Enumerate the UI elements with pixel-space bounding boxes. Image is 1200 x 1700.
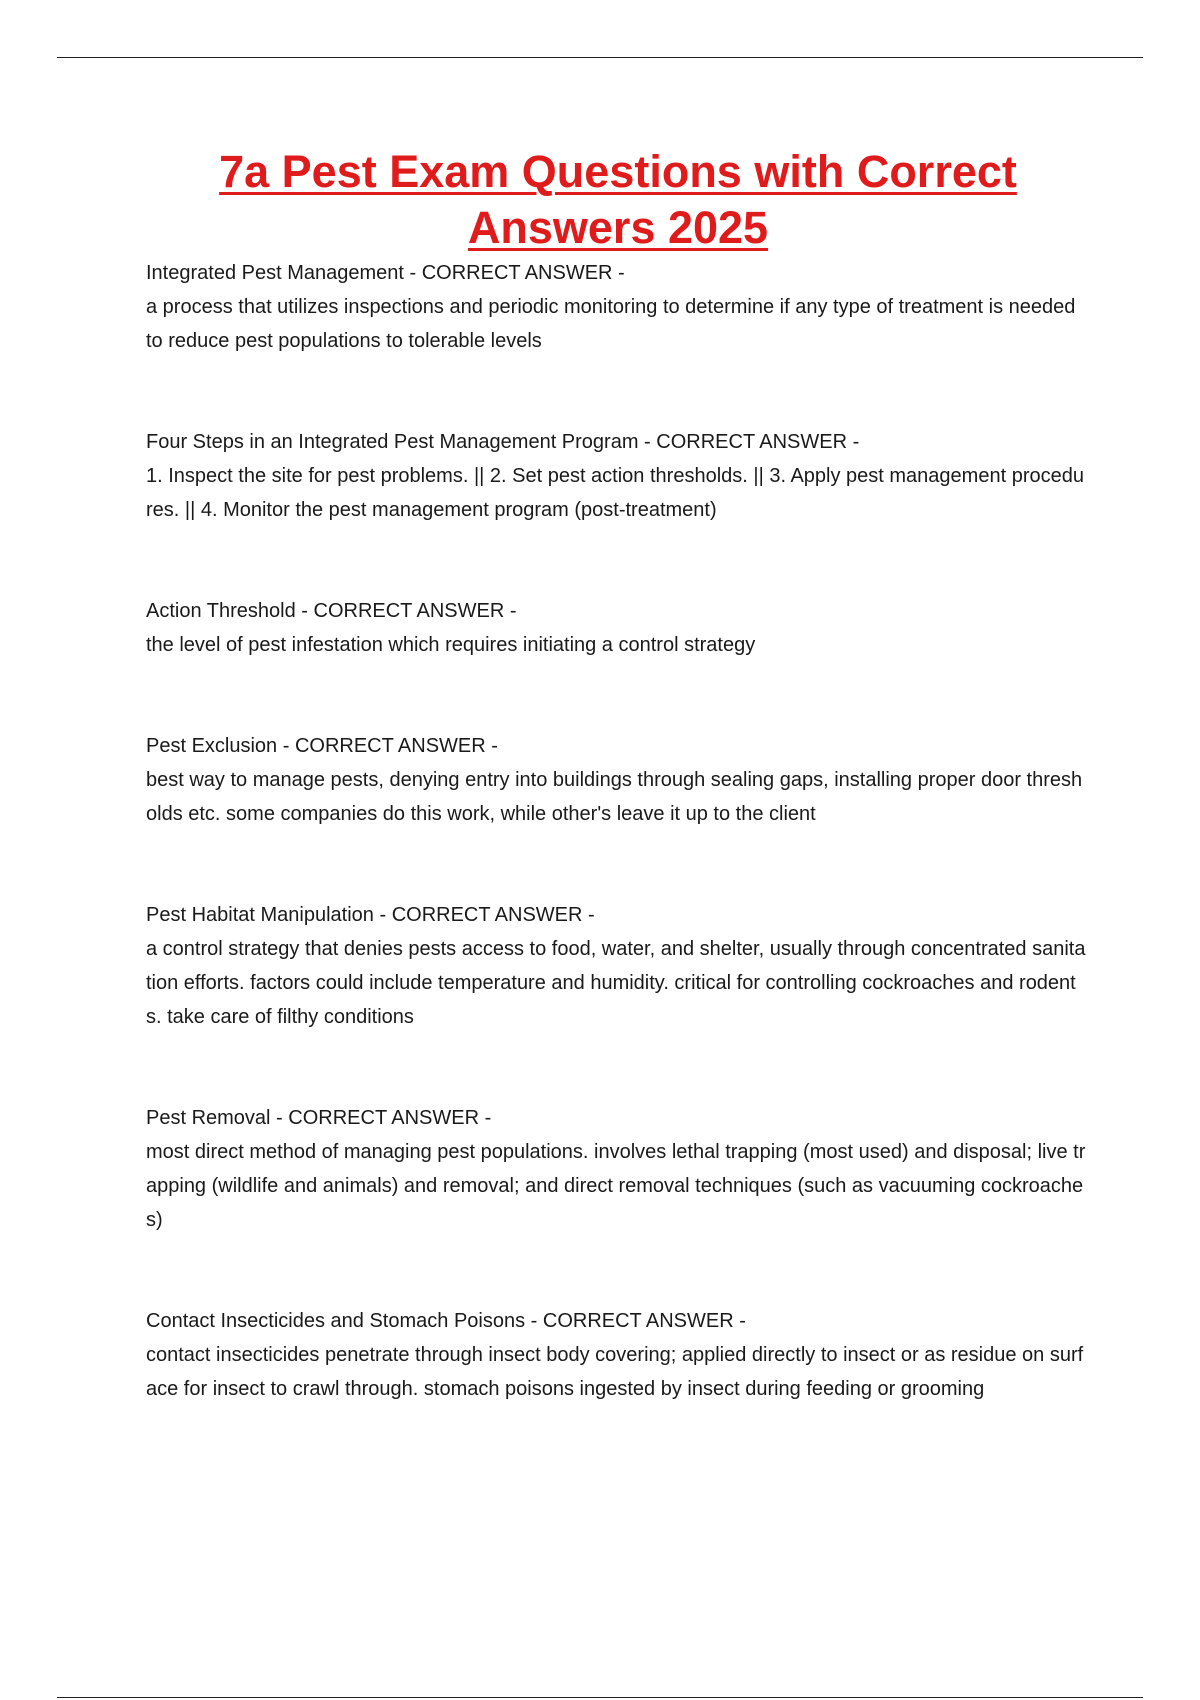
qa-item (146, 1101, 1086, 1237)
document-title: 7a Pest Exam Questions with Correct Answers 2025 (219, 146, 1017, 253)
correct-answer-label: CORRECT ANSWER - (391, 904, 595, 926)
qa-term: Pest Exclusion (146, 735, 278, 757)
qa-question (146, 1304, 1086, 1338)
qa-question (146, 256, 1086, 290)
qa-item (146, 898, 1086, 1034)
qa-question (146, 898, 1086, 932)
qa-question (146, 729, 1086, 763)
qa-separator: - (373, 904, 392, 926)
correct-answer-label: CORRECT ANSWER - (421, 262, 625, 284)
correct-answer-label: CORRECT ANSWER - (656, 431, 860, 453)
qa-item (146, 425, 1086, 527)
qa-answer: the level of pest infestation which requires initiating a control strategy (146, 634, 756, 656)
qa-list (146, 256, 1086, 1473)
qa-answer: best way to manage pests, denying entry into buildings through sealing gaps, installing proper door thresholds etc. some companies do this work, while other's leave it up to the client (146, 769, 1083, 825)
qa-answer: contact insecticides penetrate through insect body covering; applied directly to insect or as residue on surface for insect to crawl through. stomach poisons ingested by insect during feeding or grooming (146, 1344, 1084, 1400)
qa-term: Four Steps in an Integrated Pest Management Program (146, 431, 639, 453)
top-divider (57, 57, 1143, 58)
qa-answer: a control strategy that denies pests access to food, water, and shelter, usually through concentrated sanitation efforts. factors could include temperature and humidity. critical for controlling cockroaches and rodents. take care of filthy conditions (146, 938, 1086, 1028)
correct-answer-label: CORRECT ANSWER - (294, 735, 498, 757)
qa-question (146, 425, 1086, 459)
qa-separator: - (270, 1107, 289, 1129)
qa-separator: - (403, 262, 422, 284)
qa-separator: - (638, 431, 657, 453)
qa-separator: - (277, 735, 295, 757)
qa-item (146, 594, 1086, 662)
qa-answer: most direct method of managing pest populations. involves lethal trapping (most used) and disposal; live trapping (wildlife and animals) and removal; and direct removal techniques (such as vacuuming cockroaches) (146, 1141, 1086, 1231)
qa-term: Integrated Pest Management (146, 262, 404, 284)
qa-answer: 1. Inspect the site for pest problems. || 2. Set pest action thresholds. || 3. Apply pest management procedures. || 4. Monitor the pest management program (post-treatment) (146, 465, 1084, 521)
qa-term: Pest Habitat Manipulation (146, 904, 374, 926)
qa-question (146, 594, 1086, 628)
qa-item (146, 256, 1086, 358)
qa-item (146, 729, 1086, 831)
qa-question (146, 1101, 1086, 1135)
bottom-divider (57, 1697, 1143, 1698)
qa-answer: a process that utilizes inspections and periodic monitoring to determine if any type of treatment is needed to reduce pest populations to tolerable levels (146, 296, 1076, 352)
correct-answer-label: CORRECT ANSWER - (313, 600, 517, 622)
qa-item (146, 1304, 1086, 1406)
qa-term: Contact Insecticides and Stomach Poisons (146, 1310, 526, 1332)
qa-term: Action Threshold (146, 600, 296, 622)
qa-term: Pest Removal (146, 1107, 271, 1129)
qa-separator: - (295, 600, 314, 622)
correct-answer-label: CORRECT ANSWER - (542, 1310, 746, 1332)
correct-answer-label: CORRECT ANSWER - (288, 1107, 492, 1129)
qa-separator: - (525, 1310, 543, 1332)
